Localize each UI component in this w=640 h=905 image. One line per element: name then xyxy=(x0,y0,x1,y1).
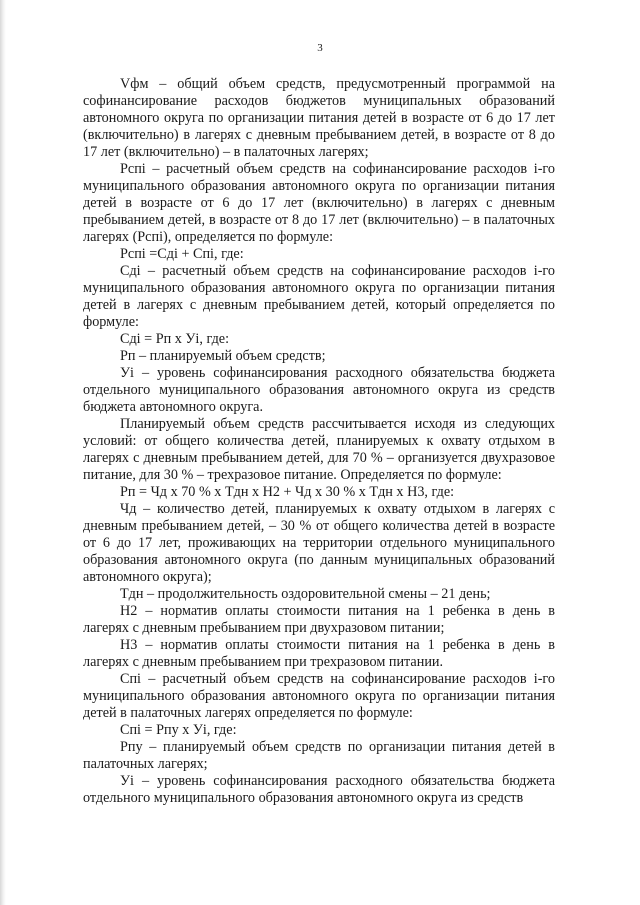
paragraph-planning-conditions: Планируемый объем средств рассчитывается исходя из следующих условий: от общего количества детей, планируемых к охвату отдыхом в лагерях с дневным пребыванием детей, для 70 % – организуется двухразовое питание, для 30 % – трехразовое питание. Определяется по формуле: xyxy=(83,416,555,483)
paragraph-vfm-definition: Vфм – общий объем средств, предусмотренный программой на софинансирование расходов бюджетов муниципальных образований автономного округа по организации питания детей в возрасте от 6 до 17 лет (включительно) в лагерях с дневным пребыванием детей, в возрасте от 8 до 17 лет (включительно) – в палаточных лагерях; xyxy=(83,76,555,160)
formula-rspi: Рспi =Сдi + Спi, где: xyxy=(120,246,244,262)
paragraph-chd-definition: Чд – количество детей, планируемых к охвату отдыхом в лагерях с дневным пребыванием детей, – 30 % от общего количества детей в возрасте от 6 до 17 лет, проживающих на территории отдельного муниципального образования автономного округа (по данным муниципальных образований автономного округа); xyxy=(83,501,555,585)
paragraph-n2-definition: Н2 – норматив оплаты стоимости питания на 1 ребенка в день в лагерях с дневным пребыванием при двухразовом питании; xyxy=(83,603,555,636)
paragraph-ui-definition: Уi – уровень софинансирования расходного обязательства бюджета отдельного муниципального образования автономного округа из средств бюджета автономного округа. xyxy=(83,365,555,415)
paragraph-sdi-definition: Сдi – расчетный объем средств на софинансирование расходов i-го муниципального образования автономного округа по организации питания детей в лагерях с дневным пребыванием детей, который определяется по формуле: xyxy=(83,263,555,330)
paragraph-n3-definition: Н3 – норматив оплаты стоимости питания на 1 ребенка в день в лагерях с дневным пребыванием при трехразовом питании. xyxy=(83,637,555,670)
formula-spi: Спi = Рпу х Уi, где: xyxy=(120,722,237,738)
paragraph-rpu-definition: Рпу – планируемый объем средств по организации питания детей в палаточных лагерях; xyxy=(83,739,555,772)
scan-edge-shadow xyxy=(0,0,6,905)
paragraph-rspi-definition: Рспi – расчетный объем средств на софинансирование расходов i-го муниципального образования автономного округа по организации питания детей в возрасте от 6 до 17 лет (включительно) в лагерях с дневным пребыванием детей, в возрасте от 8 до 17 лет (включительно) – в палаточных лагерях (Рспi), определяется по формуле: xyxy=(83,161,555,245)
paragraph-ui-definition-continued: Уi – уровень софинансирования расходного обязательства бюджета отдельного муниципального образования автономного округа из средств xyxy=(83,773,555,806)
paragraph-spi-definition: Спi – расчетный объем средств на софинансирование расходов i-го муниципального образования автономного округа по организации питания детей в палаточных лагерях определяется по формуле: xyxy=(83,671,555,721)
document-body xyxy=(83,76,555,807)
formula-rp: Рп = Чд х 70 % х Тдн х Н2 + Чд х 30 % х Тдн х Н3, где: xyxy=(120,484,455,500)
formula-sdi: Сдi = Рп х Уi, где: xyxy=(120,331,230,347)
paragraph-tdn-definition: Тдн – продолжительность оздоровительной смены – 21 день; xyxy=(120,586,491,602)
page-number: 3 xyxy=(317,42,323,54)
paragraph-rp-definition: Рп – планируемый объем средств; xyxy=(120,348,326,364)
